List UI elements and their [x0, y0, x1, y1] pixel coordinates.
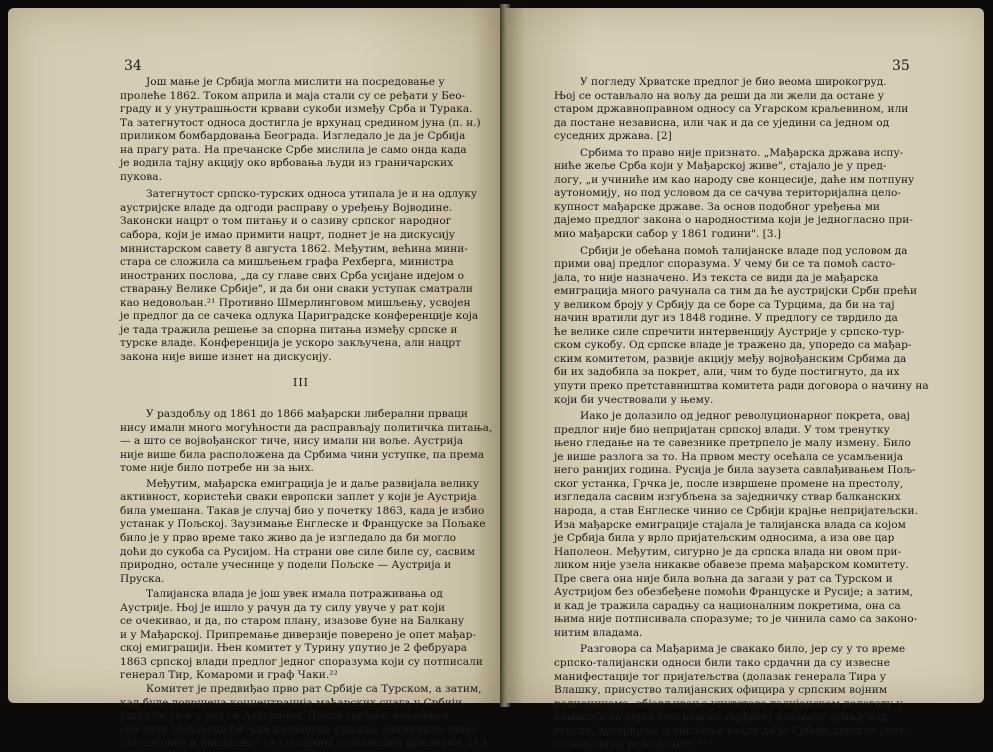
text-line: народа, а став Енглеске чинио се Србији крајње непријатељски.: [554, 504, 918, 517]
text-line: Још мање је Србија могла мислити на посредовање у: [146, 76, 445, 88]
text-line: мио мађарски сабор у 1861 години". [3.]: [554, 228, 781, 241]
text-line: Пре свега она није била вољна да загази у рат са Турском и: [554, 572, 893, 585]
text-line: Аустрије. Њој је ишло у рачун да ту силу увуче у рат који: [120, 601, 446, 614]
text-line: нитим владама.: [554, 626, 643, 639]
text-line: ској емиграцији. Њен комитет у Турину упутио је 2 фебруара: [120, 642, 467, 655]
text-line: суседних држава. [2]: [554, 130, 672, 143]
text-line: паљивачима револуције".²³: [554, 738, 707, 751]
right-page: [506, 8, 984, 751]
text-line: Законски нацрт о том питању и о сазиву српског народног: [120, 215, 452, 228]
text-line: аутономију, но под условом да се сачува територијална цело-: [554, 187, 901, 200]
left-paragraph-3: [120, 408, 493, 476]
text-line: Србији је обећана помоћ талијанске владе под условом да: [580, 244, 908, 257]
text-line: комисији за рејон београдске тврђаве) изазвале сумњу код: [554, 711, 888, 724]
section-heading: III: [292, 376, 310, 390]
left-paragraph-6: [120, 682, 487, 751]
text-line: граду и у унутрашњости крвави сукоби између Срба и Турака.: [120, 103, 473, 116]
text-line: је предлог да се сачека одлука Цариградске конференције која: [120, 310, 479, 323]
text-line: прими овај предлог споразума. У чему би се та помоћ састо-: [554, 258, 896, 271]
text-line: јала, то није назначено. Из текста се види да је мађарска: [554, 271, 879, 284]
text-line: ским комитетом, развије акцију међу војвођанским Србима да: [554, 352, 907, 365]
text-line: 1863 српској влади предлог једног споразума који су потписали: [120, 655, 483, 668]
text-line: него ранијих година. Русија је била заузета савлађивањем Пољ-: [554, 464, 916, 477]
left-paragraph-5: [120, 588, 482, 683]
text-line: „за одбрану и нападање" са суседним словенским државама. [1.]: [120, 737, 487, 750]
text-line: доћи до сукоба са Русијом. На страни ове силе биле су, сасвим: [120, 545, 476, 558]
text-line: као недовољан.²¹ Противно Шмерлинговом мишљењу, усвојен: [120, 296, 471, 309]
text-line: упути преко претставништва комитета ради договора о начину на: [554, 380, 929, 393]
text-line: ниће жеље Срба који у Мађарској живе", стајало је у пред-: [554, 160, 887, 173]
right-paragraph-3: [554, 244, 929, 408]
right-paragraph-2: [554, 146, 915, 242]
text-line: дајемо предлог закона о народностима који је једногласно при-: [554, 214, 913, 227]
text-line: Иако је долазило од једног револуционарног покрета, овај: [580, 410, 910, 423]
text-line: и у Мађарској. Припремање диверзије поверено је опет мађар-: [120, 628, 476, 641]
right-page-number: 35: [892, 58, 910, 74]
text-line: кад буде довршена концентрација мађарских снага у Србији,: [120, 696, 466, 709]
right-paragraph-5: [554, 643, 906, 751]
text-line: активност, користећи сваки европски заплет у који је Аустрија: [120, 491, 477, 504]
left-page-number: 34: [124, 58, 142, 74]
text-line: — а што се војвођанског тиче, нису имали ни воље. Аустрија: [120, 435, 464, 448]
text-line: сабора, који је имао примити нацрт, поднет је на дискусију: [120, 229, 455, 242]
text-line: ће велике силе спречити интервенцију Аустрије у српско-тур-: [554, 325, 905, 338]
left-page: [8, 8, 502, 750]
text-line: ског устанка, Грчка је, после извршене промене на престолу,: [554, 477, 904, 490]
text-line: пукова.: [120, 170, 162, 183]
text-line: Наполеон. Међутим, сигурно је да српска влада ни овом при-: [554, 545, 902, 558]
text-line: радионицама, објављивање упутстава талијанском делегату у: [554, 697, 903, 710]
text-line: било је у прво време тако живо да је изгледало да би могло: [120, 531, 457, 544]
text-line: била умешана. Такав је случај био у почетку 1863, када је избио: [120, 504, 485, 517]
text-line: Аустријом без обезбеђене помоћи Француске и Русије; а затим,: [554, 586, 914, 599]
text-line: Међутим, мађарска емиграција је и даље развијала велику: [146, 477, 479, 490]
text-line: Затегнутост српско-турских односа утипала је и на одлуку: [146, 188, 478, 201]
text-line: се очекивао, и да, по старом плану, изазове буне на Балкану: [120, 615, 465, 628]
text-line: није више била расположена да Србима чини уступке, па према: [120, 448, 485, 461]
text-line: да постане независна, или чак и да се уједини са једном од: [554, 116, 890, 129]
text-line: је више разлога за то. На првом месту осећала се усамљенија: [554, 450, 904, 463]
text-line: купност мађарске државе. За основ подобног уређења ми: [554, 200, 880, 213]
text-line: пролеће 1862. Током априла и маја стали су се ређати у Бео-: [120, 89, 466, 102]
text-line: на прагу рата. На пречанске Србе мислила је само онда када: [120, 143, 467, 156]
text-line: устанак у Пољској. Заузимање Енглеске и Француске за Пољаке: [120, 518, 486, 531]
text-line: би их задобила за покрет, али, чим то буде постигнуто, да их: [554, 366, 900, 379]
text-line: министарском савету 8 августа 1862. Међутим, већина мини-: [120, 242, 468, 255]
left-paragraph-1: [120, 76, 482, 184]
text-line: је Србија била у врло пријатељским односима, а иза ове цар: [554, 532, 895, 545]
text-line: У погледу Хрватске предлог је био веома широкогруд.: [580, 76, 887, 88]
text-line: стварању Велике Србије", и да би они сваки уступак сматрали: [120, 283, 473, 296]
text-line: Талијанска влада је још увек имала потраживања од: [146, 588, 443, 601]
text-line: Њој се остављало на вољу да реши да ли жели да остане у: [554, 89, 884, 102]
text-line: Иза мађарске емиграције стајала је талијанска влада са којом: [554, 518, 906, 531]
text-line: српско-талијански односи били тако срдачни да су извесне: [554, 656, 890, 669]
text-line: турске, аустријске и енглеске владе да је Србија пришла „пот-: [554, 724, 908, 737]
text-line: Разговора са Мађарима је свакако било, јер су у то време: [580, 643, 906, 656]
right-paragraph-4: [554, 410, 918, 640]
text-line: манифестације тог пријатељства (долазак генерала Тира у: [554, 670, 886, 683]
right-page-text: [554, 76, 929, 752]
text-line: логу, „и учиниће им као народу све концесије, даће им потпуну: [554, 173, 915, 186]
text-line: начин вратили дуг из 1848 године. У предлогу се тврдило да: [554, 312, 898, 325]
text-line: емиграција много рачунала са тим да ће аустријски Срби прећи: [554, 285, 918, 298]
left-paragraph-2: [120, 188, 482, 364]
text-line: турске владе. Конференција је ускоро закључена, али нацрт: [120, 337, 461, 350]
text-line: закона није више изнет на дискусију.: [120, 350, 332, 363]
text-line: Та затегнутост односа достигла је врхунац средином јуна (п. н.): [120, 116, 481, 129]
text-line: генерал Тир, Комароми и граф Чаки.²²: [120, 669, 338, 682]
text-line: аустријске владе да одгоди расправу о уређењу Војводине.: [120, 201, 453, 214]
text-line: предлог није био непријатан српској влади. У том тренутку: [554, 423, 890, 436]
text-line: њима није потписивала споразуме; то је чинила само са законо-: [554, 613, 918, 626]
text-line: изгледала сасвим изгубљена за заједничку ствар балканских: [554, 491, 901, 504]
text-line: који би учествовали у њему.: [554, 393, 714, 406]
text-line: оба рата Мађарска би, као независна држава, закључила савез: [120, 723, 478, 736]
text-line: Комитет је предвиђао прво рат Србије са Турском, а затим,: [146, 682, 482, 695]
left-page-text: [120, 76, 493, 751]
text-line: Пруска.: [120, 572, 165, 585]
text-line: нису имали много могућности да расправљају политичка питања,: [120, 421, 493, 434]
text-line: је водила тајну акцију око врбовања људи из граничарских: [120, 157, 454, 170]
text-line: ском сукобу. Од српске владе је тражено да, упоредо са мађар-: [554, 339, 912, 352]
text-line: стара се сложила са мишљењем графа Рехберга, министра: [120, 256, 454, 269]
text-line: Влашку, присуство талијанских официра у српским војним: [554, 684, 888, 697]
text-line: ликом није узела никакве обавезе према мађарском комитету.: [554, 559, 909, 572]
text-line: томе није било потребе ни за њих.: [120, 462, 314, 475]
text-line: је тада тражила решење за спорна питања између српске и: [120, 323, 458, 336]
text-line: иностраних послова, „да су главе свих Срба усијане идејом о: [120, 269, 465, 282]
right-paragraph-1: [554, 76, 909, 144]
text-line: Србима то право није признато. „Мађарска држава испу-: [580, 146, 904, 159]
text-line: природно, остале учеснице у подели Пољске — Аустрија и: [120, 559, 452, 572]
text-line: њено гледање на те савезнике претрпело је малу измену. Било: [554, 437, 911, 450]
text-line: у великом броју у Србију да се боре са Турцима, да би на тај: [554, 298, 895, 311]
text-line: ушло би се и у рат са Аустријом. После срећног окончања: [120, 710, 449, 723]
text-line: приликом бомбардовања Београда. Изгледало је да је Србија: [120, 130, 466, 143]
left-paragraph-4: [120, 477, 486, 586]
text-line: и кад је тражила сарадњу са националним покретима, она са: [554, 599, 901, 612]
text-line: старом државноправном односу са Угарском краљевином, или: [554, 103, 909, 116]
text-line: У раздобљу од 1861 до 1866 мађарски либерални прваци: [146, 408, 468, 421]
